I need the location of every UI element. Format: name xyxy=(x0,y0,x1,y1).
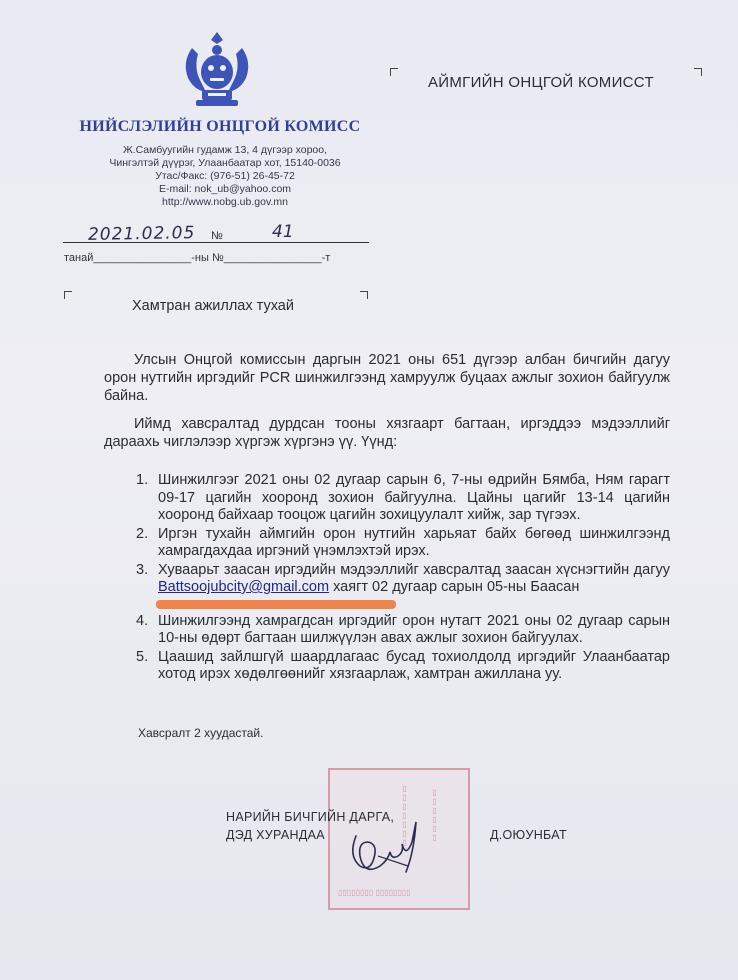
list-item: 1. Шинжилгээг 2021 оны 02 дугаар сарын 6, 7-ны өдрийн Бямба, Ням гарагт 09-17 цагийн хооронд зохион байгуулна. Цайны цагийг 13-14 цагийн хооронд байхаар тооцож цагийн зохицуулалт хийж, зар түгээх. xyxy=(136,472,670,523)
signer-title-1: НАРИЙН БИЧГИЙН ДАРГА, xyxy=(226,810,395,824)
redaction-mark xyxy=(156,600,396,609)
handwritten-date: 2021.02.05 xyxy=(87,223,196,245)
address-line-2: Чингэлтэй дүүрэг, Улаанбаатар хот, 15140-0036 xyxy=(109,157,341,169)
corner-mark xyxy=(64,291,72,299)
corner-mark xyxy=(390,68,398,76)
instruction-list xyxy=(136,472,670,684)
list-item: 4. Шинжилгээнд хамрагдсан иргэдийг орон нутагт 2021 оны 02 дугаар сарын 10-ны өдөрт багтаан шилжүүлэн авах ажлыг зохион байгуулах. xyxy=(136,612,670,646)
email-address: E-mail: nok_ub@yahoo.com xyxy=(158,183,292,195)
corner-mark xyxy=(694,68,702,76)
official-stamp: ▯▯▯▯▯▯▯ ▯▯▯▯▯▯ ▯▯▯▯▯▯▯▯ ▯▯▯▯▯▯▯▯ xyxy=(328,768,470,910)
handwritten-number: 41 xyxy=(272,222,294,242)
website-url: http://www.nobg.ub.gov.mn xyxy=(162,196,288,208)
address-line-1: Ж.Самбуугийн гудамж 13, 4 дүгээр хороо, xyxy=(122,144,328,156)
signer-title-2: ДЭД ХУРАНДАА xyxy=(226,828,325,842)
reply-reference-line: танай________________-ны №________________-т xyxy=(64,252,331,264)
attachment-note: Хавсралт 2 хуудастай. xyxy=(138,726,264,740)
list-item: 3. Хуваарьт заасан иргэдийн мэдээллийг хавсралтад заасан хүснэгтийн дагуу Battsoojubcity@gmail.com хаягт 02 дугаар сарын 05-ны Баасан xyxy=(136,561,670,595)
paragraph-2: Иймд хавсралтад дурдсан тооны хязгаарт багтаан, иргэддээ мэдээллийг дараахь чиглэлээр хүргэж хүргэнэ үү. Үүнд: xyxy=(104,416,670,450)
soyombo-emblem-icon xyxy=(178,30,256,114)
list-item: 5. Цаашид зайлшгүй шаардлагаас бусад тохиолдолд иргэдийг Улаанбаатар хотод ирэх хөдөлгөөнийг хязгаарлаж, хамтран ажиллана уу. xyxy=(136,648,670,682)
corner-mark xyxy=(360,291,368,299)
list-item: 2. Иргэн тухайн аймгийн орон нутгийн харьяат байх бөгөөд шинжилгээнд хамрагдахдаа иргэний үнэмлэхтэй ирэх. xyxy=(136,525,670,559)
signer-name: Д.ОЮУНБАТ xyxy=(490,828,567,842)
phone-fax: Утас/Факс: (976-51) 26-45-72 xyxy=(155,170,295,182)
organization-name: НИЙСЛЭЛИЙН ОНЦГОЙ КОМИСС xyxy=(79,118,361,135)
paragraph-1: Улсын Онцгой комиссын даргын 2021 оны 651 дүгээр албан бичгийн дагуу орон нутгийн иргэдийг PCR шинжилгээнд хамруулж буцаах ажлыг зохион байгуулж байна. xyxy=(104,352,670,404)
email-link[interactable]: Battsoojubcity@gmail.com xyxy=(158,579,330,595)
subject-line: Хамтран ажиллах тухай xyxy=(132,298,294,314)
number-label: № xyxy=(211,230,223,242)
recipient: АЙМГИЙН ОНЦГОЙ КОМИССТ xyxy=(428,74,654,91)
